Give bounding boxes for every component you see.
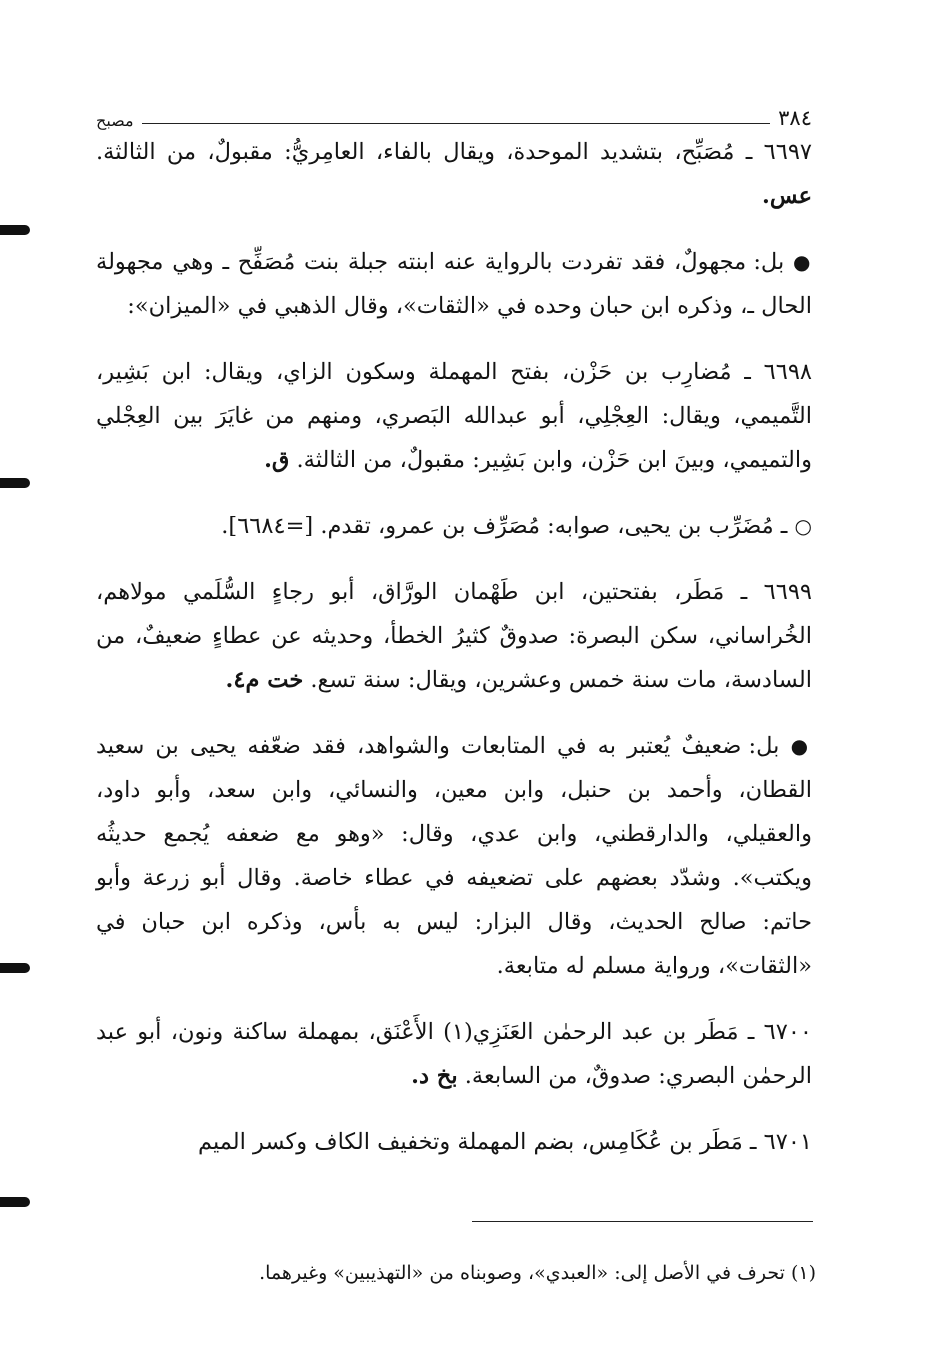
comment-6699: [96, 724, 812, 988]
entry-text: ـ مُضَرِّب بن يحيى، صوابه: مُصَرِّف بن عمرو، تقدم. [=٦٦٨٤].: [221, 513, 788, 539]
page-header: [96, 92, 812, 130]
entry-text: بل: ضعيفٌ يُعتبر به في المتابعات والشواهد، فقد ضعّفه يحيى بن سعيد القطان، وأحمد بن حنبل، وابن معين، والنسائي، وابن سعد، وأبو داود، والعقيلي، والدارقطني، وابن عدي، وقال: «وهو مع ضعفه يُجمع حديثُه ويكتب». وشدّد بعضهم على تضعيفه في عطاء خاصة. وقال أبو زرعة وأبو حاتم: صالح الحديث، وقال البزار: ليس به بأس، وذكره ابن حبان في «الثقات»، ورواية مسلم له متابعة.: [96, 733, 812, 979]
comment-6697: [96, 240, 812, 328]
entry-6699: [96, 570, 812, 702]
footnote: (١) تحرف في الأصل إلى: «العبدي»، وصوبناه من «التهذيبين» وغيرهما.: [259, 1262, 816, 1284]
entry-symbols: ق.: [264, 447, 290, 473]
header-rule: [142, 123, 771, 124]
entry-6698: [96, 350, 812, 482]
entry-6701: [96, 1120, 812, 1164]
scan-edge-mark: [0, 963, 30, 973]
circle-icon: ○: [794, 514, 812, 538]
scan-edge-mark: [0, 478, 30, 488]
entry-text: بل: مجهولٌ، فقد تفردت بالرواية عنه ابنته جبلة بنت مُصَفِّح ـ وهي مجهولة الحال ـ، وذكره ابن حبان وحده في «الثقات»، وقال الذهبي في «الميزان»:: [96, 249, 812, 319]
entry-text: ٦٦٩٧ ـ مُصَبِّح، بتشديد الموحدة، ويقال بالفاء، العامِريُّ: مقبولٌ، من الثالثة.: [96, 139, 812, 165]
page-body: [96, 92, 812, 1164]
entry-6700: [96, 1010, 812, 1098]
entry-text: ٦٧٠١ ـ مَطَر بن عُكَامِس، بضم المهملة وتخفيف الكاف وكسر الميم: [198, 1129, 812, 1155]
bullet-icon: ●: [792, 250, 813, 274]
entry-6697: [96, 130, 812, 218]
entry-symbols: عس.: [762, 183, 812, 209]
bullet-icon: ●: [790, 734, 813, 758]
scan-edge-mark: [0, 225, 30, 235]
entry-text: ٦٧٠٠ ـ مَطَر بن عبد الرحمٰن العَنَزِي(١) الأَعْنَق، بمهملة ساكنة ونون، أبو عبد الرحمٰن البصري: صدوقٌ، من السابعة.: [96, 1019, 812, 1089]
running-head: مصبح: [96, 111, 134, 130]
cross-reference-entry: [96, 504, 812, 548]
scan-edge-mark: [0, 1197, 30, 1207]
entry-text: ٦٦٩٩ ـ مَطَر، بفتحتين، ابن طَهْمان الورَّاق، أبو رجاءٍ السُّلَمي مولاهم، الخُراساني، سكن البصرة: صدوقٌ كثيرُ الخطأ، وحديثه عن عطاءٍ ضعيفٌ، من السادسة، مات سنة خمس وعشرين، ويقال: سنة تسع.: [96, 579, 812, 693]
entry-symbols: بخ د.: [411, 1063, 458, 1089]
footnote-rule: [472, 1221, 813, 1222]
page-number: ٣٨٤: [778, 106, 812, 130]
entry-text: ٦٦٩٨ ـ مُضارِب بن حَزْن، بفتح المهملة وسكون الزاي، ويقال: ابن بَشِير، التَّميمي، ويقال: العِجْلِي، أبو عبدالله البَصري، ومنهم من غايَرَ بين العِجْلي والتميمي، وبينَ ابن حَزْن، وابن بَشِير: مقبولٌ، من الثالثة.: [96, 359, 812, 473]
entry-symbols: خت م٤.: [225, 667, 304, 693]
